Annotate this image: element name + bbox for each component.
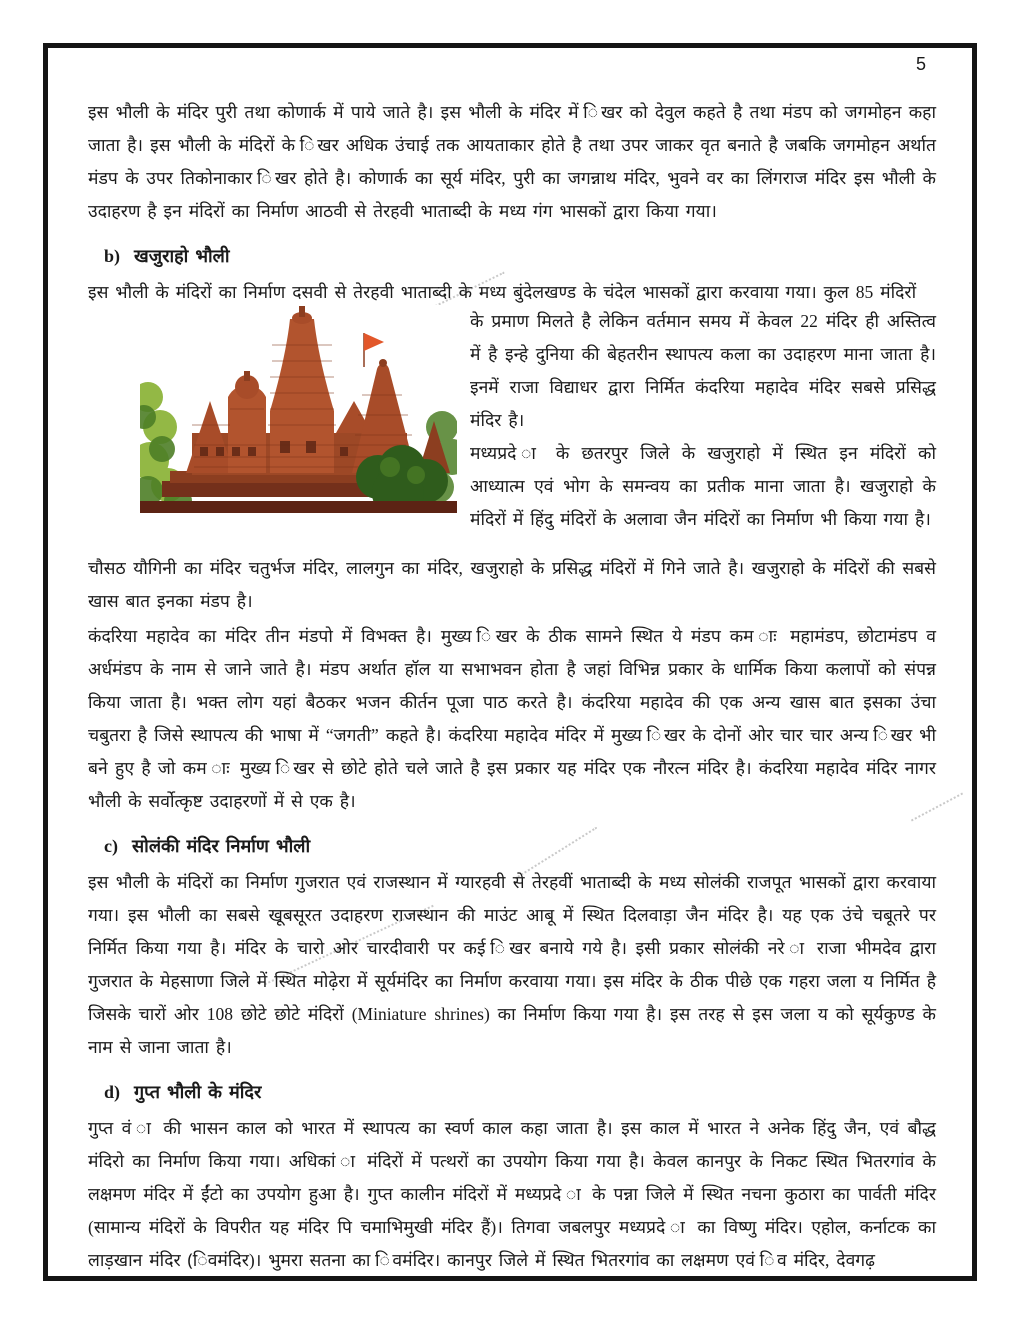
khajuraho-temple-photo bbox=[140, 305, 457, 513]
page-body bbox=[88, 96, 936, 1277]
section-b-beside-para-2: मध्यप्रदे ा के छतरपुर जिले के खजुराहो में स्थित इन मंदिरों को आध्यात्म एवं भोग के समन्वय का प्रतीक माना जाता है। खजुराहो के मंदिरों में हिंदु मंदिरों के अलावा जैन मंदिरों का निर्माण भी किया गया है। bbox=[470, 443, 936, 529]
section-b-intro-line: इस भौली के मंदिरों का निर्माण दसवी से तेरहवी भाताब्दी के मध्य बुंदेलखण्ड के चंदेल भासकों द्वारा करवाया गया। कुल 85 मंदिरों bbox=[88, 282, 917, 302]
section-c-marker: c) bbox=[104, 836, 118, 856]
section-b-heading bbox=[104, 240, 936, 273]
section-d-title: गुप्त भौली के मंदिर bbox=[134, 1082, 262, 1102]
section-d-para: गुप्त वं ा की भासन काल को भारत में स्थापत्य का स्वर्ण काल कहा जाता है। इस काल में भारत ने अनेक हिंदु जैन, एवं बौद्ध मंदिरो का निर्माण किया गया। अधिकां ा मंदिरों में पत्थरों का उपयोग किया गया है। केवल कानपुर के निकट स्थित भितरगांव के लक्षमण मंदिर में ईंटो का उपयोग हुआ है। गुप्त कालीन मंदिरों में मध्यप्रदे ा के पन्ना जिले में स्थित नचना कुठारा का पार्वती मंदिर (सामान्य मंदिरों के विपरीत यह मंदिर पि चमाभिमुखी मंदिर हैं)। तिगवा जबलपुर मध्यप्रदे ा का विष्णु मंदिर। एहोल, कर्नाटक का लाड़खान मंदिर (िवमंदिर)। भुमरा सतना का िवमंदिर। कानपुर जिले में स्थित भितरगांव का लक्षमण एवं िव मंदिर, देवगढ़ bbox=[88, 1118, 936, 1270]
page-number: 5 bbox=[916, 54, 927, 74]
khajuraho-temple-illustration bbox=[140, 305, 457, 513]
section-d-heading bbox=[104, 1076, 936, 1109]
section-c-para: इस भौली के मंदिरों का निर्माण गुजरात एवं राजस्थान में ग्यारहवी से तेरहवीं भाताब्दी के मध्य सोलंकी राजपूत भासकों द्वारा करवाया गया। इस भौली का सबसे खूबसूरत उदाहरण राजस्थान की माउंट आबू में स्थित दिलवाड़ा जैन मंदिर है। यह एक उंचे चबूतरे पर निर्मित किया गया है। मंदिर के चारो ओर चारदीवारी पर कई िखर बनाये गये है। इसी प्रकार सोलंकी नरे ा राजा भीमदेव द्वारा गुजरात के मेहसाणा जिले में स्थित मोढ़ेरा में सूर्यमंदिर का निर्माण करवाया गया। इस मंदिर के ठीक पीछे एक गहरा जला य निर्मित है जिसके चारों ओर 108 छोटे छोटे मंदिरों (Miniature shrines) का निर्माण किया गया है। इस तरह से इस जला य को सूर्यकुण्ड के नाम से जाना जाता है। bbox=[88, 872, 936, 1057]
section-d-marker: d) bbox=[104, 1082, 121, 1102]
text-beside-image bbox=[457, 305, 936, 536]
section-b-title: खजुराहो भौली bbox=[134, 246, 230, 266]
image-text-row bbox=[140, 305, 936, 536]
kandariya-mahadev-para: कंदरिया महादेव का मंदिर तीन मंडपो में विभक्त है। मुख्य िखर के ठीक सामने स्थित ये मंडप कम ाः महामंडप, छोटामंडप व अर्धमंडप के नाम से जाने जाते है। मंडप अर्थात हॉल या सभाभवन होता है जहां विभिन्न प्रकार के धार्मिक किया कलापों को संपन्न किया जाता है। भक्त लोग यहां बैठकर भजन कीर्तन पूजा पाठ करते है। कंदरिया महादेव की एक अन्य खास बात इसका उंचा चबुतरा है जिसे स्थापत्य की भाषा में “जगती” कहते है। कंदरिया महादेव मंदिर में मुख्य िखर के दोनों ओर चार चार अन्य िखर भी बने हुए है जो कम ाः मुख्य िखर से छोटे होते चले जाते है इस प्रकार यह मंदिर एक नौरत्न मंदिर है। कंदरिया महादेव मंदिर नागर भौली के सर्वोत्कृष्ट उदाहरणों में से एक है। bbox=[88, 626, 936, 811]
section-c-title: सोलंकी मंदिर निर्माण भौली bbox=[131, 836, 311, 856]
section-b-marker: b) bbox=[104, 246, 121, 266]
section-b-beside-para-1: के प्रमाण मिलते है लेकिन वर्तमान समय में केवल 22 मंदिर ही अस्तित्व में है इन्हे दुनिया की बेहतरीन स्थापत्य कला का उदाहरण माना जाता है। इनमें राजा विद्याधर द्वारा निर्मित कंदरिया महादेव मंदिर सबसे प्रसिद्ध मंदिर है। bbox=[470, 311, 936, 430]
section-b-after-image-para: चौसठ यौगिनी का मंदिर चतुर्भज मंदिर, लालगुन का मंदिर, खजुराहो के प्रसिद्ध मंदिरों में गिने जाते है। खजुराहो के मंदिरों की सबसे खास बात इनका मंडप है। bbox=[88, 558, 936, 611]
paragraph-odisha-style: इस भौली के मंदिर पुरी तथा कोणार्क में पाये जाते है। इस भौली के मंदिर में िखर को देवुल कहते है तथा मंडप को जगमोहन कहा जाता है। इस भौली के मंदिरों के िखर अधिक उंचाई तक आयताकार होते है तथा उपर जाकर वृत बनाते है जबकि जगमोहन अर्थात मंडप के उपर तिकोनाकार िखर होते है। कोणार्क का सूर्य मंदिर, पुरी का जगन्नाथ मंदिर, भुवने वर का लिंगराज मंदिर इस भौली के उदाहरण है इन मंदिरों का निर्माण आठवी से तेरहवी भाताब्दी के मध्य गंग भासकों द्वारा किया गया। bbox=[88, 102, 936, 221]
section-c-heading bbox=[104, 830, 936, 863]
